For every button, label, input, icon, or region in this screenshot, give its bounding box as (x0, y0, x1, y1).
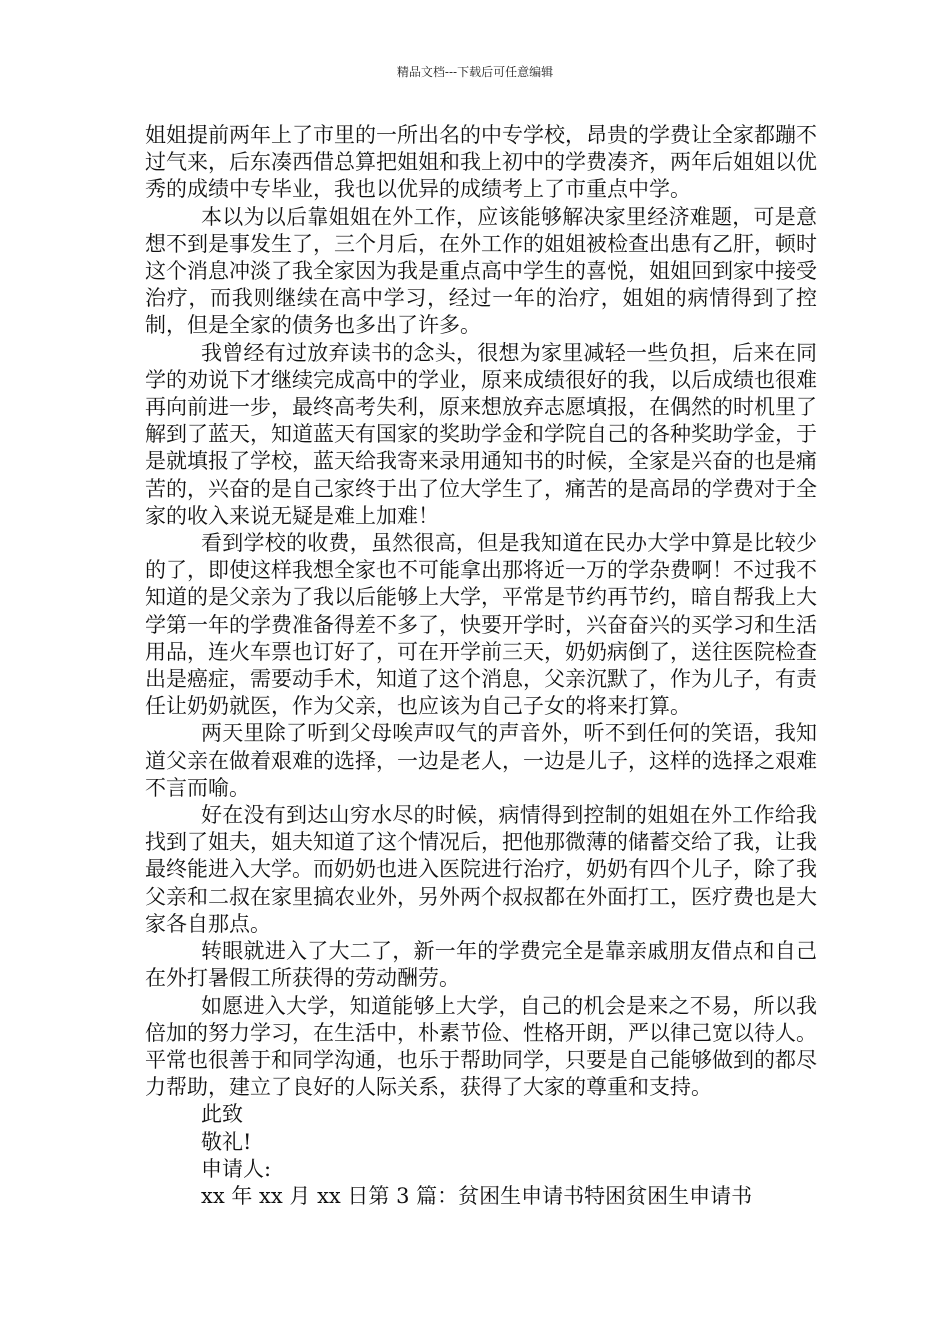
closing-date-line: xx 年 xx 月 xx 日第 3 篇：贫困生申请书特困贫困生申请书 (201, 1183, 753, 1208)
paragraph-8: 如愿进入大学，知道能够上大学，自己的机会是来之不易，所以我倍加的努力学习，在生活中，朴素节俭、性格开朗，严以律己宽以待人。平常也很善于和同学沟通，也乐于帮助同学，只要是自己能够做到的都尽力帮助，建立了良好的人际关系，获得了大家的尊重和支持。 (145, 993, 817, 1100)
closing-salutation: 此致 (201, 1102, 243, 1127)
paragraph-2: 本以为以后靠姐姐在外工作，应该能够解决家里经济难题，可是意想不到是事发生了，三个月后，在外工作的姐姐被检查出患有乙肝，顿时这个消息冲淡了我全家因为我是重点高中学生的喜悦，姐姐回到家中接受治疗，而我则继续在高中学习，经过一年的治疗，姐姐的病情得到了控制，但是全家的债务也多出了许多。 (145, 204, 817, 338)
paragraph-7: 转眼就进入了大二了，新一年的学费完全是靠亲戚朋友借点和自己在外打暑假工所获得的劳动酬劳。 (145, 939, 817, 991)
closing-applicant: 申请人: (201, 1156, 272, 1181)
paragraph-5: 两天里除了听到父母唉声叹气的声音外，听不到任何的笑语，我知道父亲在做着艰难的选择，一边是老人，一边是儿子，这样的选择之艰难不言而喻。 (145, 721, 817, 800)
paragraph-1: 姐姐提前两年上了市里的一所出名的中专学校，昂贵的学费让全家都蹦不过气来，后东凑西借总算把姐姐和我上初中的学费凑齐，两年后姐姐以优秀的成绩中专毕业，我也以优异的成绩考上了市重点中学。 (145, 123, 817, 202)
closing-regards: 敬礼! (201, 1129, 252, 1154)
paragraph-4: 看到学校的收费，虽然很高，但是我知道在民办大学中算是比较少的了，即使这样我想全家也不可能拿出那将近一万的学杂费啊！不过我不知道的是父亲为了我以后能够上大学，平常是节约再节约，暗自帮我上大学第一年的学费准备得差不多了，快要开学时，兴奋奋兴的买学习和生活用品，连火车票也订好了，可在开学前三天，奶奶病倒了，送往医院检查出是癌症，需要动手术，知道了这个消息，父亲沉默了，作为儿子，有责任让奶奶就医，作为父亲，也应该为自己子女的将来打算。 (145, 531, 817, 719)
document-body (145, 122, 817, 1210)
paragraph-6: 好在没有到达山穷水尽的时候，病情得到控制的姐姐在外工作给我找到了姐夫，姐夫知道了这个情况后，把他那微薄的储蓄交给了我，让我最终能进入大学。而奶奶也进入医院进行治疗，奶奶有四个儿子，除了我父亲和二叔在家里搞农业外，另外两个叔叔都在外面打工，医疗费也是大家各自那点。 (145, 803, 817, 936)
page-header: 精品文档---下载后可任意编辑 (396, 65, 554, 79)
paragraph-3: 我曾经有过放弃读书的念头，很想为家里减轻一些负担，后来在同学的劝说下才继续完成高中的学业，原来成绩很好的我，以后成绩也很难再向前进一步，最终高考失利，原来想放弃志愿填报，在偶然的时机里了解到了蓝天，知道蓝天有国家的奖助学金和学院自己的各种奖助学金，于是就填报了学校，蓝天给我寄来录用通知书的时候，全家是兴奋的也是痛苦的，兴奋的是自己家终于出了位大学生了，痛苦的是高昂的学费对于全家的收入来说无疑是难上加难！ (145, 340, 817, 528)
